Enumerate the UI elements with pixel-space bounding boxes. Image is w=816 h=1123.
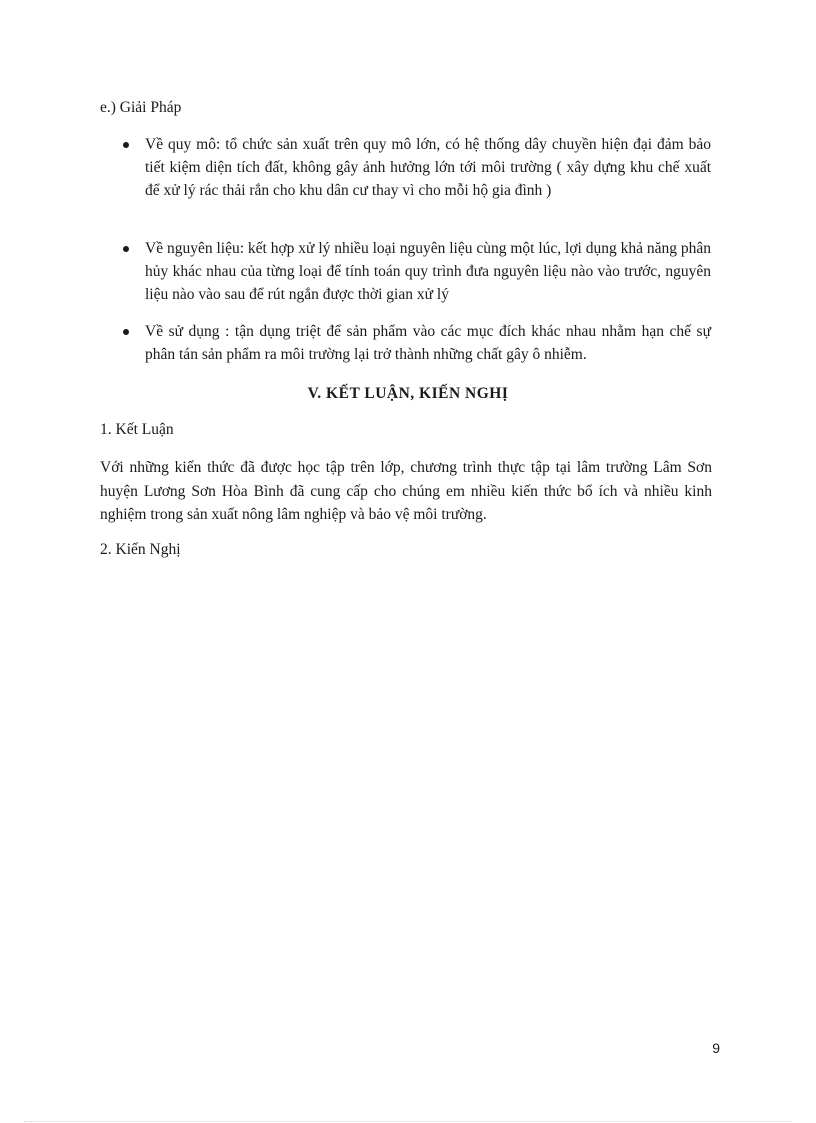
bullet-text-scale: Về quy mô: tổ chức sản xuất trên quy mô lớn, có hệ thống dây chuyền hiện đại đảm bảo tiết kiệm diện tích đất, không gây ảnh hưởng lớn tới môi trường ( xây dựng khu chế xuất để xử lý rác thải rắn cho khu dân cư thay vì cho mỗi hộ gia đình )	[145, 136, 711, 199]
bullet-text-materials: Về nguyên liệu: kết hợp xử lý nhiều loại nguyên liệu cùng một lúc, lợi dụng khả năng phân hủy khác nhau của từng loại để tính toán quy trình đưa nguyên liệu nào vào trước, nguyên liệu nào vào sau để rút ngắn được thời gian xử lý	[145, 240, 711, 303]
page-number: 9	[712, 1040, 720, 1056]
recommendation-heading: 2. Kiến Nghị	[100, 541, 181, 558]
bullet-dot-icon	[123, 329, 129, 335]
conclusion-heading: 1. Kết Luận	[100, 421, 174, 438]
page-bottom-divider	[24, 1121, 792, 1122]
bullet-dot-icon	[123, 246, 129, 252]
conclusion-paragraph: Với những kiến thức đã được học tập trên lớp, chương trình thực tập tại lâm trường Lâm Sơn huyện Lương Sơn Hòa Bình đã cung cấp cho chúng em nhiều kiến thức bổ ích và nhiều kinh nghiệm trong sản xuất nông lâm nghiệp và bảo vệ môi trường.	[100, 459, 712, 523]
bullet-dot-icon	[123, 142, 129, 148]
section-heading-conclusion: V. KẾT LUẬN, KIẾN NGHỊ	[307, 385, 509, 402]
bullet-text-usage: Về sử dụng : tận dụng triệt để sản phẩm vào các mục đích khác nhau nhằm hạn chế sự phân tán sản phẩm ra môi trường lại trở thành những chất gây ô nhiễm.	[145, 323, 711, 363]
subsection-heading-solutions: e.) Giải Pháp	[100, 99, 182, 116]
